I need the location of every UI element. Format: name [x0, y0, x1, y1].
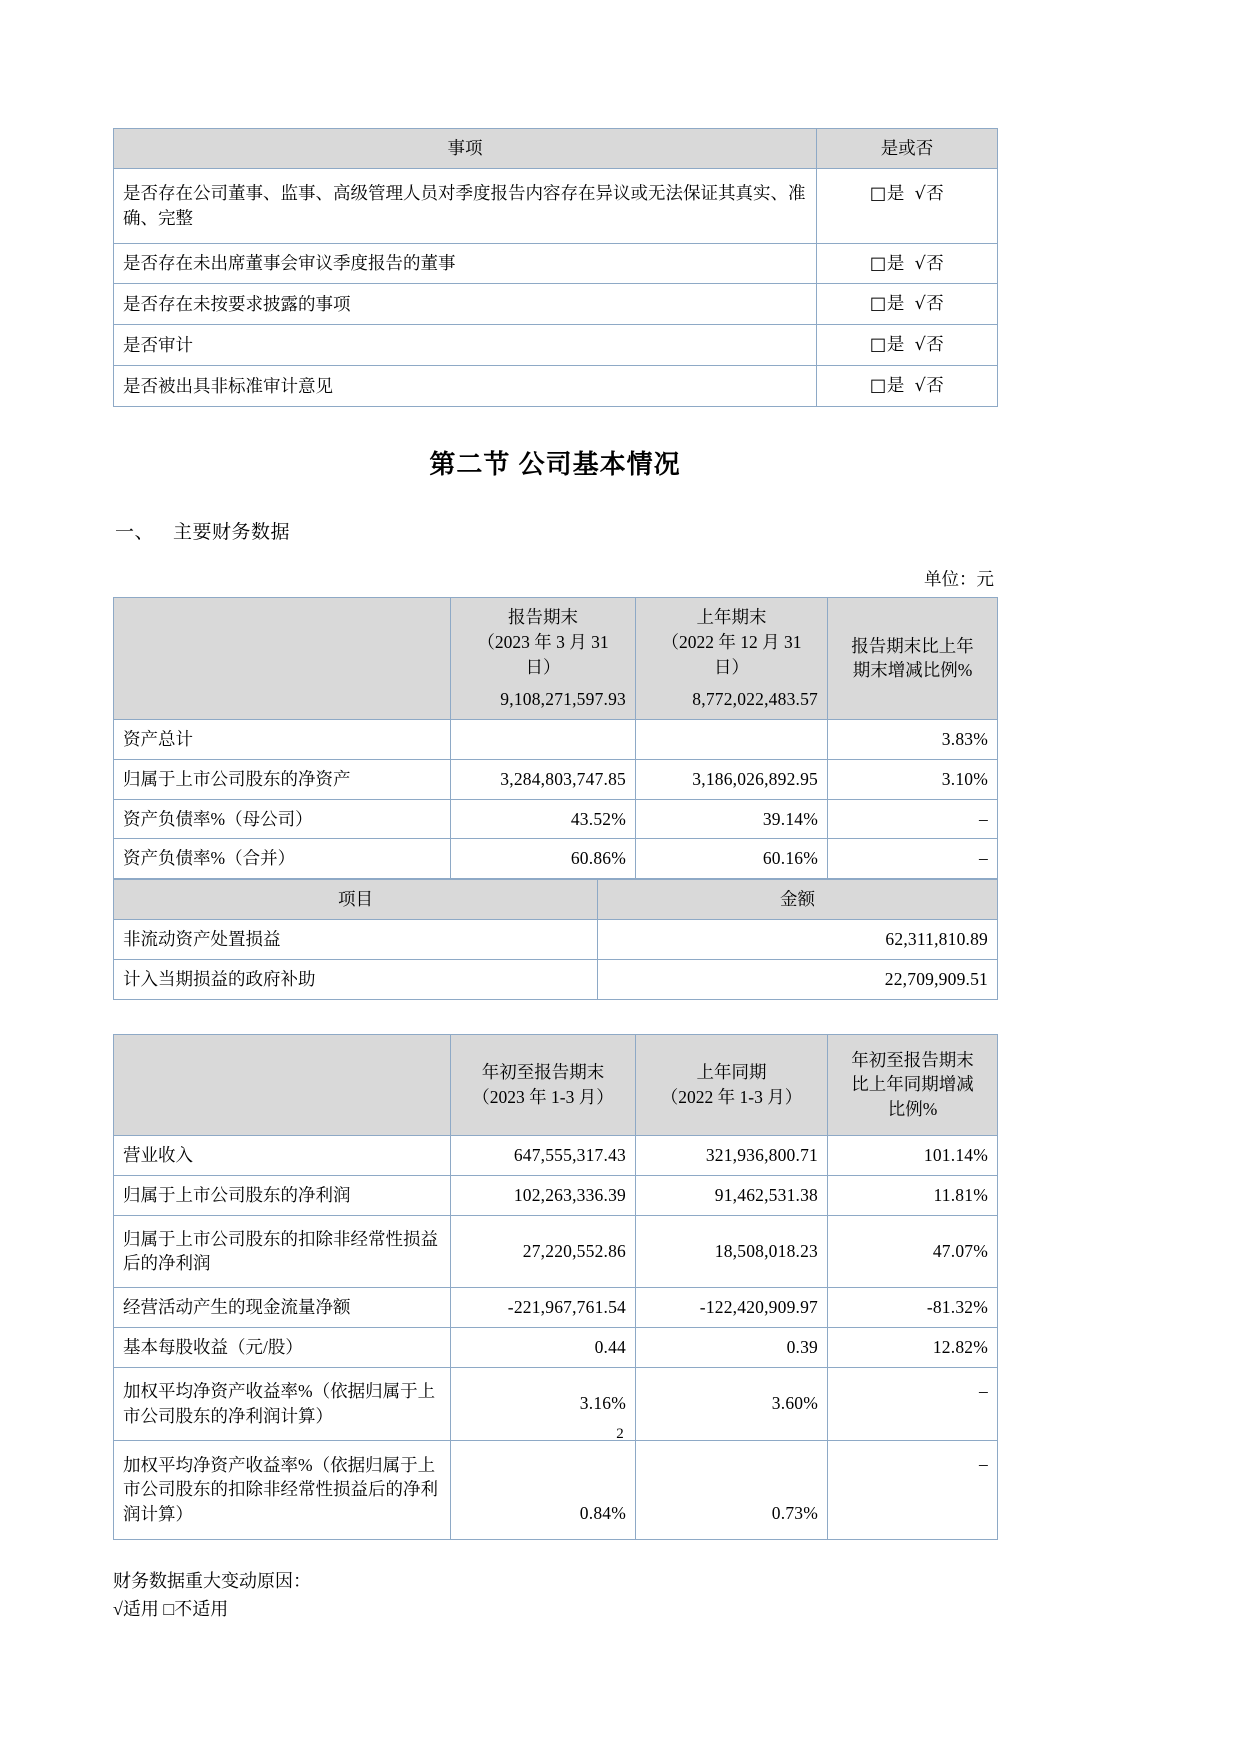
income-row-previous: 0.73% — [636, 1440, 828, 1540]
income-row-current: -221,967,761.54 — [451, 1288, 636, 1328]
matters-item-label: 是否被出具非标准审计意见 — [114, 366, 817, 407]
header-line: （2023 年 1-3 月） — [472, 1086, 614, 1107]
income-row-label: 经营活动产生的现金流量净额 — [114, 1288, 451, 1328]
header-line: （2022 年 1-3 月） — [660, 1086, 803, 1107]
table-row — [114, 243, 998, 284]
income-row-change: – — [828, 1440, 998, 1540]
income-row-current: 3.16% — [451, 1367, 636, 1440]
matters-item-label: 是否审计 — [114, 325, 817, 366]
page-number: 2 — [616, 1426, 624, 1442]
label-no: 否 — [926, 252, 945, 273]
table-spacer — [113, 1000, 997, 1034]
balance-row-current: 3,284,803,747.85 — [451, 759, 636, 799]
table-row — [114, 366, 998, 407]
income-header-change — [828, 1034, 998, 1135]
balance-header-change — [828, 597, 998, 719]
table-row — [114, 959, 998, 999]
matters-item-label: 是否存在公司董事、监事、高级管理人员对季度报告内容存在异议或无法保证其真实、准确、完整 — [114, 168, 817, 243]
subsection-index: 一、 — [115, 521, 155, 543]
balance-total-assets-current: 9,108,271,597.93 — [500, 688, 626, 709]
label-yes: 是 — [886, 334, 905, 355]
checkbox-yes-icon[interactable]: □ — [869, 335, 887, 356]
table-row — [114, 1135, 998, 1175]
table-row — [114, 1440, 998, 1540]
income-statement-table — [113, 1034, 998, 1540]
income-row-label: 加权平均净资产收益率%（依据归属于上市公司股东的净利润计算） — [114, 1367, 451, 1440]
checkbox-yes-icon[interactable]: □ — [869, 253, 887, 274]
balance-row-previous: 39.14% — [636, 799, 828, 839]
checkbox-yes-icon[interactable]: □ — [869, 183, 887, 204]
matters-item-label: 是否存在未按要求披露的事项 — [114, 284, 817, 325]
header-line: 比例% — [887, 1099, 938, 1120]
table-row — [114, 799, 998, 839]
items-header-amount: 金额 — [598, 880, 998, 920]
header-line: 上年期末 — [696, 607, 767, 628]
income-row-change: 47.07% — [828, 1215, 998, 1288]
income-row-previous: -122,420,909.97 — [636, 1288, 828, 1328]
table-row — [114, 284, 998, 325]
items-header-item: 项目 — [114, 880, 598, 920]
table-row — [114, 839, 998, 879]
applicable-option[interactable]: √适用 — [113, 1598, 159, 1619]
balance-row-previous: 3,186,026,892.95 — [636, 759, 828, 799]
header-line: 年初至报告期末 — [851, 1049, 974, 1070]
income-row-change: 101.14% — [828, 1135, 998, 1175]
balance-header-current — [451, 597, 636, 719]
matters-answer-cell — [817, 284, 998, 325]
balance-row-change: – — [828, 799, 998, 839]
balance-row-change: – — [828, 839, 998, 879]
matters-answer-cell — [817, 366, 998, 407]
table-header-row — [114, 880, 998, 920]
matters-header-item: 事项 — [114, 129, 817, 169]
header-line: 日） — [525, 656, 561, 677]
label-no: 否 — [926, 375, 945, 396]
balance-row-label: 归属于上市公司股东的净资产 — [114, 759, 451, 799]
income-row-previous: 91,462,531.38 — [636, 1175, 828, 1215]
checkbox-yes-icon[interactable]: □ — [869, 376, 887, 397]
income-row-previous: 18,508,018.23 — [636, 1215, 828, 1288]
table-row — [114, 1175, 998, 1215]
header-line: （2022 年 12 月 31 — [661, 632, 802, 653]
income-row-previous: 321,936,800.71 — [636, 1135, 828, 1175]
footnote-block — [113, 1568, 997, 1624]
income-row-current: 27,220,552.86 — [451, 1215, 636, 1288]
checkbox-no-icon[interactable]: √ — [914, 183, 927, 204]
income-row-previous: 0.39 — [636, 1328, 828, 1368]
header-line: 比上年同期增减 — [851, 1074, 974, 1095]
matters-answer-cell — [817, 168, 998, 243]
header-line: 期末增减比例% — [852, 660, 973, 681]
balance-total-assets-previous: 8,772,022,483.57 — [692, 688, 818, 709]
label-yes: 是 — [886, 293, 905, 314]
subsection-label: 主要财务数据 — [173, 521, 291, 543]
balance-row-previous — [636, 719, 828, 759]
income-row-change: 12.82% — [828, 1328, 998, 1368]
table-header-row — [114, 1034, 998, 1135]
table-header-row — [114, 129, 998, 169]
table-row — [114, 719, 998, 759]
table-header-row — [114, 597, 998, 719]
balance-row-label: 资产总计 — [114, 719, 451, 759]
not-applicable-option[interactable]: □不适用 — [163, 1598, 229, 1619]
checkbox-no-icon[interactable]: √ — [914, 253, 927, 274]
income-row-current: 0.44 — [451, 1328, 636, 1368]
matters-item-label: 是否存在未出席董事会审议季度报告的董事 — [114, 243, 817, 284]
header-line: 报告期末比上年 — [851, 635, 974, 656]
income-row-current: 647,555,317.43 — [451, 1135, 636, 1175]
label-no: 否 — [926, 182, 945, 203]
header-line: 年初至报告期末 — [481, 1061, 605, 1082]
income-row-current: 0.84% — [451, 1440, 636, 1540]
balance-row-current: 60.86% — [451, 839, 636, 879]
balance-row-label: 资产负债率%（母公司） — [114, 799, 451, 839]
page-content — [113, 128, 997, 1624]
footnote-line: 财务数据重大变动原因： — [113, 1571, 311, 1592]
income-header-current — [451, 1034, 636, 1135]
table-row — [114, 1328, 998, 1368]
label-yes: 是 — [886, 252, 905, 273]
income-row-previous: 3.60% — [636, 1367, 828, 1440]
matters-header-answer: 是或否 — [817, 129, 998, 169]
income-header-blank — [114, 1034, 451, 1135]
income-row-label: 基本每股收益（元/股） — [114, 1328, 451, 1368]
income-row-label: 归属于上市公司股东的扣除非经常性损益后的净利润 — [114, 1215, 451, 1288]
checkbox-no-icon[interactable]: √ — [914, 294, 927, 315]
balance-row-label: 资产负债率%（合并） — [114, 839, 451, 879]
checkbox-yes-icon[interactable]: □ — [869, 294, 887, 315]
table-row — [114, 168, 998, 243]
balance-header-previous — [636, 597, 828, 719]
label-no: 否 — [926, 334, 945, 355]
items-row-label: 计入当期损益的政府补助 — [114, 959, 598, 999]
income-row-label: 营业收入 — [114, 1135, 451, 1175]
balance-row-current: 43.52% — [451, 799, 636, 839]
label-yes: 是 — [886, 182, 905, 203]
income-row-change: 11.81% — [828, 1175, 998, 1215]
balance-header-blank — [114, 597, 451, 719]
table-row — [114, 325, 998, 366]
income-header-previous — [636, 1034, 828, 1135]
items-row-label: 非流动资产处置损益 — [114, 920, 598, 960]
table-row — [114, 1215, 998, 1288]
table-row — [114, 759, 998, 799]
balance-row-change: 3.83% — [828, 719, 998, 759]
balance-row-current — [451, 719, 636, 759]
income-row-label: 加权平均净资产收益率%（依据归属于上市公司股东的扣除非经常性损益后的净利润计算） — [114, 1440, 451, 1540]
balance-row-change: 3.10% — [828, 759, 998, 799]
label-yes: 是 — [886, 375, 905, 396]
matters-table — [113, 128, 998, 407]
table-row — [114, 920, 998, 960]
table-row — [114, 1288, 998, 1328]
items-row-amount: 22,709,909.51 — [598, 959, 998, 999]
header-line: （2023 年 3 月 31 — [477, 632, 609, 653]
matters-answer-cell — [817, 243, 998, 284]
balance-row-previous: 60.16% — [636, 839, 828, 879]
header-line: 上年同期 — [696, 1061, 767, 1082]
header-line: 报告期末 — [508, 607, 578, 628]
checkbox-no-icon[interactable]: √ — [914, 335, 927, 356]
footnote-choice — [113, 1596, 997, 1624]
income-row-change: – — [828, 1367, 998, 1440]
income-row-label: 归属于上市公司股东的净利润 — [114, 1175, 451, 1215]
matters-answer-cell — [817, 325, 998, 366]
checkbox-no-icon[interactable]: √ — [914, 376, 927, 397]
header-line: 日） — [714, 656, 749, 677]
items-row-amount: 62,311,810.89 — [598, 920, 998, 960]
balance-sheet-table — [113, 597, 998, 879]
unit-label: 单位：元 — [924, 568, 994, 589]
nonrecurring-items-table — [113, 879, 998, 1000]
page-title: 第二节 公司基本情况 — [429, 448, 681, 479]
income-row-current: 102,263,336.39 — [451, 1175, 636, 1215]
income-row-change: -81.32% — [828, 1288, 998, 1328]
label-no: 否 — [926, 293, 945, 314]
subsection-heading — [113, 517, 997, 544]
